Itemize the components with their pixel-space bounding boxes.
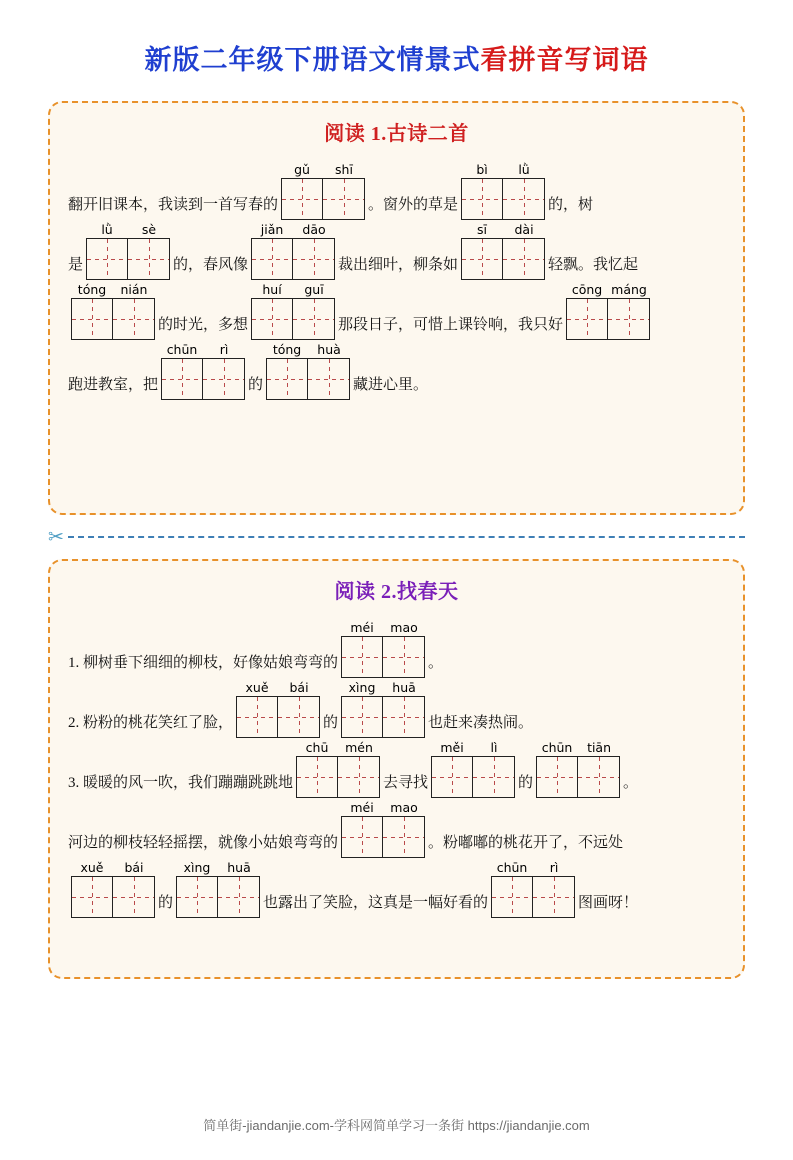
pinyin-answer-group[interactable] <box>566 282 650 340</box>
pinyin-answer-group[interactable] <box>461 162 545 220</box>
page-title <box>40 38 753 77</box>
writing-cell[interactable] <box>461 238 503 280</box>
sentence-text: 去寻找 <box>383 775 429 791</box>
pinyin-syllable: sè <box>141 222 157 237</box>
writing-cell[interactable] <box>341 636 383 678</box>
sentence-text: 。 <box>428 655 444 671</box>
pinyin-label <box>341 800 425 815</box>
pinyin-label <box>251 222 335 237</box>
cut-divider <box>48 515 745 559</box>
writing-cell[interactable] <box>203 358 245 400</box>
sentence-text: 。粉嘟嘟的桃花开了，不远处 <box>428 835 624 851</box>
pinyin-syllable: huí <box>262 282 282 297</box>
pinyin-syllable: dài <box>514 222 534 237</box>
sentence-row <box>68 860 725 918</box>
pinyin-answer-group[interactable] <box>536 740 620 798</box>
writing-cell[interactable] <box>71 876 113 918</box>
pinyin-syllable: chūn <box>541 740 573 755</box>
pinyin-answer-group[interactable] <box>161 342 245 400</box>
pinyin-syllable: xuě <box>80 860 104 875</box>
sentence-text: 裁出细叶，柳条如 <box>338 257 459 273</box>
section-card-2 <box>48 559 745 979</box>
writing-cell[interactable] <box>578 756 620 798</box>
sentence-text: 河边的柳枝轻轻摇摆，就像小姑娘弯弯的 <box>68 835 339 851</box>
writing-cell[interactable] <box>491 876 533 918</box>
sentence-text: 图画呀！ <box>578 895 639 911</box>
sentence-row <box>68 342 725 400</box>
dashed-line <box>68 536 745 538</box>
section-card-1 <box>48 101 745 515</box>
sentence-row <box>68 162 725 220</box>
pinyin-answer-group[interactable] <box>86 222 170 280</box>
pinyin-label <box>341 680 425 695</box>
sentence-text: 的，春风像 <box>173 257 249 273</box>
sentence-text: 。窗外的草是 <box>368 197 459 213</box>
writing-grid[interactable] <box>251 298 335 340</box>
pinyin-syllable: bì <box>476 162 488 177</box>
pinyin-answer-group[interactable] <box>461 222 545 280</box>
pinyin-syllable: xìng <box>183 860 211 875</box>
sentence-text: 3. 暖暖的风一吹，我们蹦蹦跳跳地 <box>68 775 294 791</box>
section-2-heading: 阅读 2.找春天 <box>334 581 459 603</box>
pinyin-label <box>176 860 260 875</box>
writing-cell[interactable] <box>383 696 425 738</box>
writing-cell[interactable] <box>431 756 473 798</box>
pinyin-answer-group[interactable] <box>341 620 425 678</box>
sentence-text: 也露出了笑脸，这真是一幅好看的 <box>263 895 489 911</box>
writing-grid[interactable] <box>461 238 545 280</box>
sentence-text: 的时光，多想 <box>158 317 249 333</box>
writing-cell[interactable] <box>176 876 218 918</box>
pinyin-syllable: mén <box>345 740 373 755</box>
writing-cell[interactable] <box>113 298 155 340</box>
pinyin-answer-group[interactable] <box>341 680 425 738</box>
sentence-text: 是 <box>68 257 84 273</box>
writing-cell[interactable] <box>503 238 545 280</box>
writing-cell[interactable] <box>281 178 323 220</box>
writing-cell[interactable] <box>533 876 575 918</box>
pinyin-answer-group[interactable] <box>281 162 365 220</box>
pinyin-answer-group[interactable] <box>296 740 380 798</box>
writing-cell[interactable] <box>218 876 260 918</box>
writing-grid[interactable] <box>281 178 365 220</box>
page-title-part2: 看拼音写词语 <box>480 45 649 75</box>
writing-grid[interactable] <box>536 756 620 798</box>
pinyin-answer-group[interactable] <box>176 860 260 918</box>
pinyin-syllable: máng <box>611 282 647 297</box>
sentence-row <box>68 740 725 798</box>
writing-cell[interactable] <box>266 358 308 400</box>
pinyin-syllable: lǜ <box>518 162 530 177</box>
pinyin-syllable: gǔ <box>294 162 310 177</box>
writing-cell[interactable] <box>566 298 608 340</box>
pinyin-label <box>71 282 155 297</box>
sentence-text: 1. 柳树垂下细细的柳枝，好像姑娘弯弯的 <box>68 655 339 671</box>
writing-cell[interactable] <box>473 756 515 798</box>
writing-cell[interactable] <box>536 756 578 798</box>
writing-grid[interactable] <box>266 358 350 400</box>
pinyin-label <box>431 740 515 755</box>
pinyin-answer-group[interactable] <box>71 860 155 918</box>
writing-cell[interactable] <box>128 238 170 280</box>
sentence-text: 的 <box>323 715 339 731</box>
pinyin-label <box>296 740 380 755</box>
sentence-text: 也赶来凑热闹。 <box>428 715 534 731</box>
writing-cell[interactable] <box>293 238 335 280</box>
sentence-row <box>68 620 725 678</box>
pinyin-syllable: mao <box>390 800 418 815</box>
sentence-text: 跑进教室，把 <box>68 377 159 393</box>
writing-cell[interactable] <box>113 876 155 918</box>
writing-grid[interactable] <box>491 876 575 918</box>
writing-grid[interactable] <box>341 816 425 858</box>
pinyin-answer-group[interactable] <box>71 282 155 340</box>
pinyin-label <box>266 342 350 357</box>
sentence-row <box>68 282 725 340</box>
writing-grid[interactable] <box>341 636 425 678</box>
pinyin-syllable: guī <box>304 282 324 297</box>
writing-cell[interactable] <box>71 298 113 340</box>
sentence-text: 的 <box>248 377 264 393</box>
writing-cell[interactable] <box>338 756 380 798</box>
writing-grid[interactable] <box>236 696 320 738</box>
pinyin-label <box>71 860 155 875</box>
pinyin-syllable: chūn <box>496 860 528 875</box>
pinyin-syllable: lì <box>490 740 498 755</box>
pinyin-answer-group[interactable] <box>341 800 425 858</box>
pinyin-answer-group[interactable] <box>236 680 320 738</box>
pinyin-syllable: měi <box>440 740 464 755</box>
sentence-text: 的 <box>518 775 534 791</box>
pinyin-syllable: xuě <box>245 680 269 695</box>
writing-cell[interactable] <box>236 696 278 738</box>
writing-cell[interactable] <box>251 238 293 280</box>
section-2-lines <box>68 620 725 918</box>
pinyin-syllable: mao <box>390 620 418 635</box>
pinyin-label <box>536 740 620 755</box>
writing-grid[interactable] <box>71 298 155 340</box>
writing-grid[interactable] <box>176 876 260 918</box>
section-1-lines <box>68 162 725 400</box>
pinyin-answer-group[interactable] <box>251 222 335 280</box>
pinyin-syllable: méi <box>350 620 374 635</box>
writing-grid[interactable] <box>161 358 245 400</box>
sentence-text: 翻开旧课本，我读到一首写春的 <box>68 197 279 213</box>
sentence-text: 藏进心里。 <box>353 377 429 393</box>
sentence-text: 轻飘。我忆起 <box>548 257 639 273</box>
pinyin-syllable: bái <box>289 680 309 695</box>
pinyin-label <box>341 620 425 635</box>
footer-credit: 简单街-jiandanjie.com-学科网简单学习一条街 https://jiandanjie.com <box>203 1118 590 1133</box>
pinyin-syllable: dāo <box>302 222 326 237</box>
pinyin-syllable: nián <box>120 282 148 297</box>
sentence-text: 那段日子，可惜上课铃响，我只好 <box>338 317 564 333</box>
writing-grid[interactable] <box>341 696 425 738</box>
sentence-row <box>68 222 725 280</box>
sentence-text: 2. 粉粉的桃花笑红了脸， <box>68 715 234 731</box>
sentence-row <box>68 680 725 738</box>
pinyin-syllable: rì <box>549 860 559 875</box>
pinyin-syllable: tiān <box>587 740 612 755</box>
pinyin-label <box>281 162 365 177</box>
pinyin-syllable: huā <box>392 680 416 695</box>
pinyin-syllable: bái <box>124 860 144 875</box>
writing-cell[interactable] <box>86 238 128 280</box>
worksheet-page <box>0 38 793 1160</box>
sentence-text: 的 <box>158 895 174 911</box>
writing-grid[interactable] <box>251 238 335 280</box>
writing-cell[interactable] <box>278 696 320 738</box>
pinyin-label <box>251 282 335 297</box>
pinyin-label <box>491 860 575 875</box>
pinyin-syllable: chūn <box>166 342 198 357</box>
pinyin-label <box>236 680 320 695</box>
pinyin-syllable: tóng <box>272 342 302 357</box>
scissors-icon: ✂ <box>48 526 64 548</box>
pinyin-answer-group[interactable] <box>431 740 515 798</box>
pinyin-label <box>161 342 245 357</box>
writing-cell[interactable] <box>308 358 350 400</box>
pinyin-syllable: shī <box>335 162 353 177</box>
pinyin-syllable: cōng <box>571 282 603 297</box>
pinyin-answer-group[interactable] <box>491 860 575 918</box>
writing-cell[interactable] <box>323 178 365 220</box>
writing-cell[interactable] <box>341 816 383 858</box>
pinyin-answer-group[interactable] <box>266 342 350 400</box>
pinyin-label <box>461 162 545 177</box>
writing-grid[interactable] <box>461 178 545 220</box>
pinyin-syllable: huà <box>317 342 341 357</box>
pinyin-syllable: lǜ <box>101 222 113 237</box>
writing-cell[interactable] <box>383 636 425 678</box>
writing-grid[interactable] <box>296 756 380 798</box>
pinyin-syllable: tóng <box>77 282 107 297</box>
pinyin-label <box>86 222 170 237</box>
writing-grid[interactable] <box>566 298 650 340</box>
pinyin-syllable: jiǎn <box>260 222 284 237</box>
sentence-text: 。 <box>623 775 639 791</box>
writing-cell[interactable] <box>251 298 293 340</box>
pinyin-answer-group[interactable] <box>251 282 335 340</box>
writing-cell[interactable] <box>293 298 335 340</box>
pinyin-syllable: sī <box>477 222 488 237</box>
sentence-row <box>68 800 725 858</box>
pinyin-syllable: rì <box>219 342 229 357</box>
sentence-text: 的，树 <box>548 197 594 213</box>
pinyin-label <box>566 282 650 297</box>
writing-cell[interactable] <box>383 816 425 858</box>
writing-grid[interactable] <box>431 756 515 798</box>
pinyin-label <box>461 222 545 237</box>
writing-cell[interactable] <box>296 756 338 798</box>
pinyin-syllable: xìng <box>348 680 376 695</box>
writing-cell[interactable] <box>503 178 545 220</box>
writing-cell[interactable] <box>461 178 503 220</box>
writing-grid[interactable] <box>71 876 155 918</box>
pinyin-syllable: méi <box>350 800 374 815</box>
writing-cell[interactable] <box>161 358 203 400</box>
writing-grid[interactable] <box>86 238 170 280</box>
writing-cell[interactable] <box>608 298 650 340</box>
page-title-part1: 新版二年级下册语文情景式 <box>144 45 481 75</box>
pinyin-syllable: huā <box>227 860 251 875</box>
pinyin-syllable: chū <box>305 740 329 755</box>
section-1-heading: 阅读 1.古诗二首 <box>324 123 469 145</box>
writing-cell[interactable] <box>341 696 383 738</box>
